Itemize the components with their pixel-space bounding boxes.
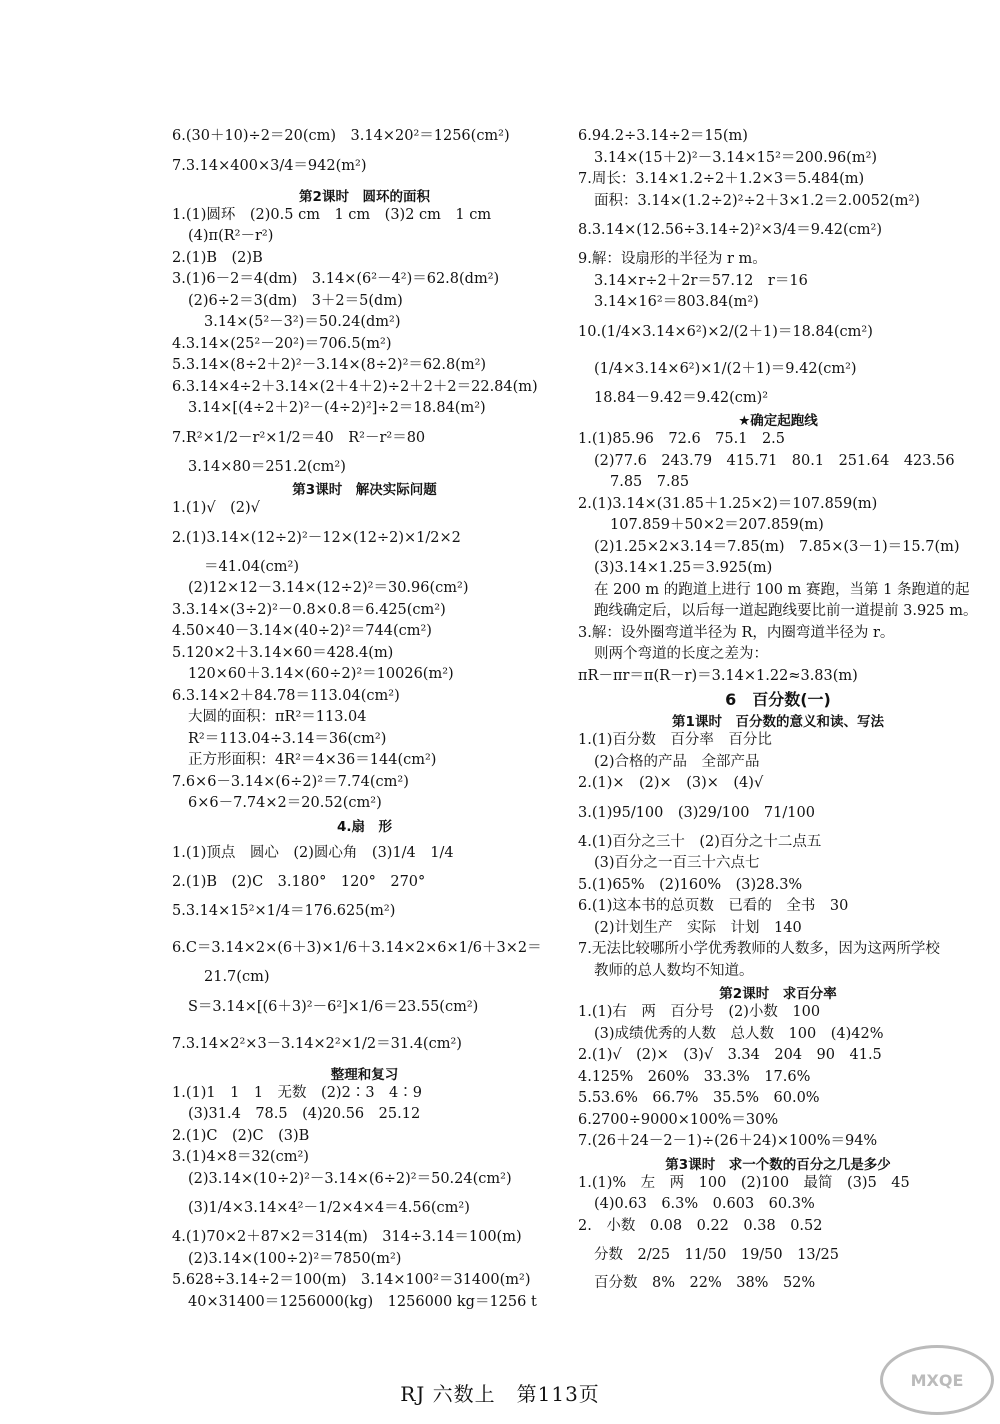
answer-line: 107.859＋50×2＝207.859(m): [610, 517, 824, 533]
answer-line: 3.14×16²＝803.84(m²): [594, 294, 759, 310]
answer-line: 2.(1)3.14×(12÷2)²－12×(12÷2)×1/2×2: [172, 529, 461, 546]
answer-line: 教师的总人数均不知道。: [594, 962, 754, 979]
answer-line: 7.(26＋24－2－1)÷(26＋24)×100%＝94%: [578, 1133, 878, 1149]
answer-line: 在 200 m 的跑道上进行 100 m 赛跑，当第 1 条跑道的起跑线确定后，以后每一道起跑线要比前一道提前 3.925 m。: [594, 581, 978, 619]
answer-line: (3)3.14×1.25＝3.925(m): [594, 560, 773, 576]
answer-line: (1/4×3.14×6²)×1/(2＋1)＝9.42(cm²): [594, 360, 857, 377]
section-heading: 整理和复习: [330, 1066, 399, 1083]
answer-line: (2)6÷2＝3(dm) 3＋2＝5(dm): [188, 292, 403, 309]
answer-line: 4.(1)百分之三十 (2)百分之十二点五: [578, 833, 822, 850]
answer-line: 4.3.14×(25²－20²)＝706.5(m²): [172, 335, 392, 352]
answer-line: πR－πr＝π(R－r)＝3.14×1.22≈3.83(m): [578, 667, 858, 684]
answer-line: 7.6×6－3.14×(6÷2)²＝7.74(cm²): [172, 773, 409, 790]
section-heading: 第3课时 求一个数的百分之几是多少: [665, 1156, 891, 1173]
answer-line: 7.R²×1/2－r²×1/2＝40 R²－r²＝80: [172, 429, 426, 446]
answer-line: (2)合格的产品 全部产品: [594, 753, 760, 770]
answer-line: 6.3.14×4÷2＋3.14×(2＋4＋2)÷2＋2＋2＝22.84(m): [172, 378, 538, 395]
answer-line: 2.(1)B (2)B: [172, 249, 263, 266]
answer-line: 1.(1)顶点 圆心 (2)圆心角 (3)1/4 1/4: [172, 844, 454, 861]
answer-line: 1.(1)右 两 百分号 (2)小数 100: [578, 1004, 821, 1020]
answer-line: 7.85 7.85: [610, 474, 690, 490]
section-heading: 第2课时 求百分率: [719, 986, 837, 1002]
answer-line: 7.无法比较哪所小学优秀教师的人数多，因为这两所学校: [578, 941, 940, 957]
page-footer: RJ 六数上 第113页: [400, 1382, 600, 1406]
answer-line: 1.(1)1 1 1 无数 (2)2∶3 4∶9: [172, 1084, 422, 1101]
answer-line: 1.(1)√ (2)√: [172, 500, 260, 516]
answer-line: 3.14×80＝251.2(cm²): [188, 458, 346, 475]
answer-line: 9.解：设扇形的半径为 r m。: [578, 251, 767, 267]
answer-line: 3.3.14×(3÷2)²－0.8×0.8＝6.425(cm²): [172, 601, 446, 618]
answer-line: 3.14×(5²－3²)＝50.24(dm²): [204, 314, 401, 330]
answer-line: 2.(1)C (2)C (3)B: [172, 1127, 310, 1144]
section-heading: 第3课时 解决实际问题: [292, 482, 437, 498]
answer-line: 6×6－7.74×2＝20.52(cm²): [188, 795, 382, 811]
answer-line: (3)百分之一百三十六点七: [594, 855, 760, 871]
answer-line: 百分数 8% 22% 38% 52%: [594, 1275, 816, 1291]
answer-line: 5.(1)65% (2)160% (3)28.3%: [578, 876, 803, 893]
left-column: [172, 126, 557, 1313]
answer-line: 10.(1/4×3.14×6²)×2/(2＋1)＝18.84(cm²): [578, 323, 873, 340]
answer-line: 3.(1)6－2＝4(dm) 3.14×(6²－4²)＝62.8(dm²): [172, 271, 500, 287]
answer-line: 5.3.14×(8÷2＋2)²－3.14×(8÷2)²＝62.8(m²): [172, 357, 487, 373]
answer-line: S＝3.14×[(6＋3)²－6²]×1/6＝23.55(cm²): [188, 998, 479, 1015]
answer-line: (3)成绩优秀的人数 总人数 100 (4)42%: [594, 1025, 884, 1042]
answer-line: (2)计划生产 实际 计划 140: [594, 919, 802, 936]
answer-line: 正方形面积：4R²＝4×36＝144(cm²): [188, 752, 437, 768]
answer-line: 3.14×[(4÷2＋2)²－(4÷2)²]÷2＝18.84(m²): [188, 400, 486, 416]
answer-line: 5.628÷3.14÷2＝100(m) 3.14×100²＝31400(m²): [172, 1272, 531, 1288]
answer-line: 6.(1)这本书的总页数 已看的 全书 30: [578, 898, 849, 914]
right-column: [578, 126, 978, 1295]
answer-line: R²＝113.04÷3.14＝36(cm²): [188, 730, 387, 747]
answer-line: 6.(30＋10)÷2＝20(cm) 3.14×20²＝1256(cm²): [172, 128, 510, 144]
answer-line: ＝41.04(cm²): [204, 558, 300, 575]
answer-line: 2.(1)√ (2)× (3)√ 3.34 204 90 41.5: [578, 1047, 882, 1063]
answer-line: 分数 2/25 11/50 19/50 13/25: [594, 1247, 839, 1263]
answer-line: 3.14×r÷2＋2r＝57.12 r＝16: [594, 272, 808, 289]
answer-line: (2)77.6 243.79 415.71 80.1 251.64 423.56: [594, 452, 955, 469]
answer-line: (4)π(R²－r²): [188, 228, 274, 244]
answer-line: 18.84－9.42＝9.42(cm)²: [594, 389, 769, 406]
answer-line: 6.C＝3.14×2×(6＋3)×1/6＋3.14×2×6×1/6＋3×2＝: [172, 940, 542, 956]
answer-line: 7.3.14×2²×3－3.14×2²×1/2＝31.4(cm²): [172, 1035, 462, 1052]
answer-line: 4.50×40－3.14×(40÷2)²＝744(cm²): [172, 623, 432, 639]
answer-line: 面积：3.14×(1.2÷2)²÷2＋3×1.2＝2.0052(m²): [594, 192, 920, 209]
answer-line: 2.(1)3.14×(31.85＋1.25×2)＝107.859(m): [578, 495, 878, 512]
answer-line: 40×31400＝1256000(kg) 1256000 kg＝1256 t: [188, 1293, 537, 1310]
answer-line: 4.(1)70×2＋87×2＝314(m) 314÷3.14＝100(m): [172, 1229, 522, 1245]
answer-line: 21.7(cm): [204, 969, 270, 985]
answer-line: (2)3.14×(10÷2)²－3.14×(6÷2)²＝50.24(cm²): [188, 1170, 512, 1187]
answer-line: 7.3.14×400×3/4＝942(m²): [172, 157, 367, 174]
answer-line: 6.94.2÷3.14÷2＝15(m): [578, 128, 748, 144]
answer-line: 4.125% 260% 33.3% 17.6%: [578, 1068, 811, 1085]
answer-line: 5.3.14×15²×1/4＝176.625(m²): [172, 903, 396, 919]
section-heading: 6 百分数(一): [725, 690, 831, 709]
answer-line: 6.3.14×2＋84.78＝113.04(cm²): [172, 687, 400, 704]
answer-line: (2)3.14×(100÷2)²＝7850(m²): [188, 1250, 402, 1267]
answer-line: 大圆的面积：πR²＝113.04: [188, 709, 367, 725]
answer-line: 2.(1)× (2)× (3)× (4)√: [578, 775, 764, 791]
answer-line: (2)12×12－3.14×(12÷2)²＝30.96(cm²): [188, 580, 469, 596]
answer-line: 3.14×(15＋2)²－3.14×15²＝200.96(m²): [594, 149, 878, 166]
answer-line: 1.(1)% 左 两 100 (2)100 最简 (3)5 45: [578, 1174, 910, 1191]
answer-line: (3)31.4 78.5 (4)20.56 25.12: [188, 1106, 421, 1122]
answer-line: (2)1.25×2×3.14＝7.85(m) 7.85×(3－1)＝15.7(m): [594, 538, 960, 555]
answer-line: 1.(1)圆环 (2)0.5 cm 1 cm (3)2 cm 1 cm: [172, 206, 492, 223]
answer-line: 7.周长：3.14×1.2÷2＋1.2×3＝5.484(m): [578, 171, 865, 187]
answer-line: 120×60＋3.14×(60÷2)²＝10026(m²): [188, 666, 454, 682]
watermark-logo: MXQE: [880, 1345, 994, 1415]
section-heading: 4.扇 形: [336, 818, 393, 835]
answer-line: 3.(1)4×8＝32(cm²): [172, 1149, 309, 1165]
answer-line: 1.(1)85.96 72.6 75.1 2.5: [578, 431, 786, 447]
answer-line: 2.(1)B (2)C 3.180° 120° 270°: [172, 873, 426, 890]
section-heading: ★确定起跑线: [738, 413, 818, 429]
answer-line: 3.(1)95/100 (3)29/100 71/100: [578, 804, 815, 821]
answer-line: 5.53.6% 66.7% 35.5% 60.0%: [578, 1090, 820, 1106]
section-heading: 第1课时 百分数的意义和读、写法: [672, 714, 884, 730]
answer-line: 8.3.14×(12.56÷3.14÷2)²×3/4＝9.42(cm²): [578, 222, 882, 238]
answer-line: 1.(1)百分数 百分率 百分比: [578, 732, 772, 748]
answer-line: 2. 小数 0.08 0.22 0.38 0.52: [578, 1217, 823, 1234]
answer-line: 则两个弯道的长度之差为：: [594, 646, 768, 662]
answer-line: 6.2700÷9000×100%＝30%: [578, 1111, 779, 1128]
answer-line: 3.解：设外圈弯道半径为 R，内圈弯道半径为 r。: [578, 624, 895, 641]
answer-line: (3)1/4×3.14×4²－1/2×4×4＝4.56(cm²): [188, 1200, 470, 1216]
answer-line: (4)0.63 6.3% 0.603 60.3%: [594, 1196, 815, 1212]
section-heading: 第2课时 圆环的面积: [299, 188, 430, 205]
answer-line: 5.120×2＋3.14×60＝428.4(m): [172, 644, 394, 661]
